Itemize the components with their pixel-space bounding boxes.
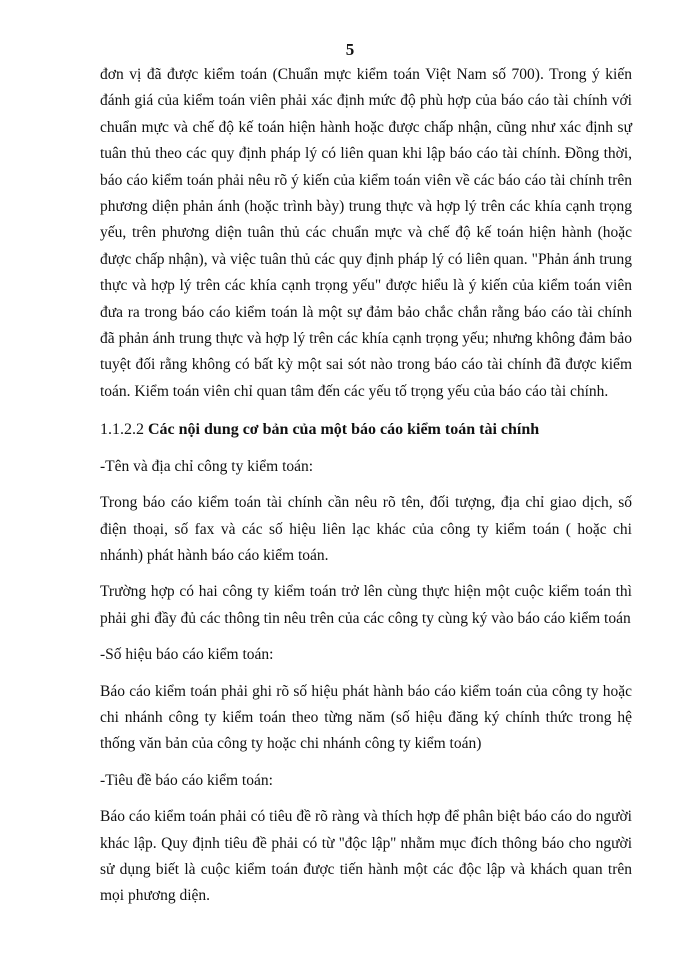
item-label-report-title: -Tiêu đề báo cáo kiểm toán: [100, 771, 273, 789]
paragraph-report-number: Báo cáo kiểm toán phải ghi rõ số hiệu phát hành báo cáo kiểm toán của công ty hoặc chi nhánh công ty kiểm toán theo từng năm (số hiệu đăng ký chính thức trong hệ thống văn bản của công ty hoặc chi nhánh công ty kiểm toán) [100, 682, 632, 753]
section-title: Các nội dung cơ bản của một báo cáo kiểm toán tài chính [148, 421, 540, 439]
section-number: 1.1.2.2 [100, 421, 144, 439]
item-label-report-number: -Số hiệu báo cáo kiểm toán: [100, 646, 274, 664]
paragraph-company-info: Trong báo cáo kiểm toán tài chính cần nêu rõ tên, đối tượng, địa chỉ giao dịch, số điện thoại, số fax và các số hiệu liên lạc khác của công ty kiểm toán ( hoặc chi nhánh) phát hành báo cáo kiểm toán. [100, 494, 632, 564]
paragraph-multiple-firms: Trường hợp có hai công ty kiểm toán trở lên cùng thực hiện một cuộc kiểm toán thì phải ghi đầy đủ các thông tin nêu trên của các công ty cùng ký vào báo cáo kiểm toán [100, 583, 632, 627]
document-body [100, 62, 632, 910]
page-number: 5 [345, 40, 355, 59]
item-label-company: -Tên và địa chỉ công ty kiểm toán: [100, 457, 314, 475]
paragraph-report-title: Báo cáo kiểm toán phải có tiêu đề rõ ràng và thích hợp để phân biệt báo cáo do người khác lập. Quy định tiêu đề phải có từ ''độc lập'' nhằm mục đích thông báo cho người sử dụng biết là cuộc kiểm toán được tiến hành một các độc lập và khách quan trên mọi phương diện. [100, 808, 632, 905]
continuation-paragraph: đơn vị đã được kiểm toán (Chuẩn mực kiểm toán Việt Nam số 700). Trong ý kiến đánh giá của kiểm toán viên phải xác định mức độ phù hợp của báo cáo tài chính với chuẩn mực và chế độ kế toán hiện hành hoặc được chấp nhận, cũng như xác định sự tuân thủ theo các quy định pháp lý có liên quan khi lập báo cáo tài chính. Đồng thời, báo cáo kiểm toán phải nêu rõ ý kiến của kiểm toán viên về các báo cáo tài chính trên phương diện phản ánh (hoặc trình bày) trung thực và hợp lý trên các khía cạnh trọng yếu, trên phương diện tuân thủ các chuẩn mực và chế độ kế toán hiện hành (hoặc được chấp nhận), và việc tuân thủ các quy định pháp lý có liên quan. "Phản ánh trung thực và hợp lý trên các khía cạnh trọng yếu" được hiểu là ý kiến của kiểm toán viên đưa ra trong báo cáo kiểm toán là một sự đảm bảo chắc chắn rằng báo cáo tài chính đã phản ánh trung thực và hợp lý trên các khía cạnh trọng yếu; nhưng không đảm bảo tuyệt đối rằng không có bất kỳ một sai sót nào trong báo cáo tài chính đã được kiểm toán. Kiểm toán viên chỉ quan tâm đến các yếu tố trọng yếu của báo cáo tài chính. [100, 66, 632, 400]
section-heading [100, 417, 632, 443]
